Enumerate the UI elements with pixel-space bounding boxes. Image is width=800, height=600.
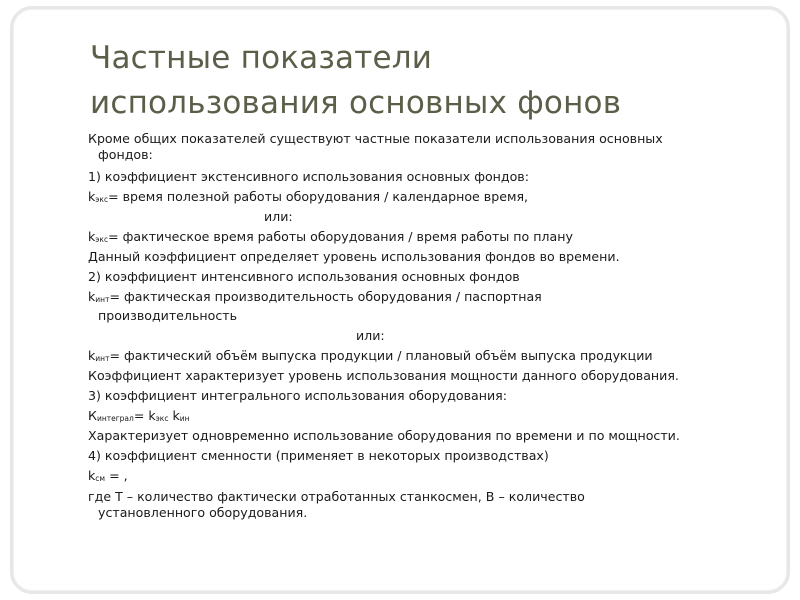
subscript-int: инт (95, 295, 110, 304)
item-4-heading: 4) коэффициент сменности (применяет в некоторых производствах) (88, 448, 549, 463)
k-symbol: k (88, 189, 96, 204)
k-symbol: k (88, 289, 96, 304)
subscript-in: ин (179, 414, 190, 423)
k-symbol: k (88, 229, 96, 244)
formula-3-k2: k (168, 408, 180, 423)
formula-1a-text: = время полезной работы оборудования / календарное время, (108, 189, 529, 204)
K-symbol: К (88, 408, 97, 423)
formula-3-eq: = k (133, 408, 156, 423)
subscript-int: инт (95, 354, 110, 363)
or-line-2 (88, 326, 768, 346)
item-3-note: Характеризует одновременно использование оборудования по времени и по мощности. (88, 428, 680, 443)
formula-1b (88, 227, 768, 247)
item-3-heading: 3) коэффициент интегрального использования оборудования: (88, 388, 507, 403)
intro-paragraph (88, 131, 768, 167)
k-symbol: k (88, 348, 96, 363)
subscript-eks: экс (155, 414, 169, 423)
or-line-1 (88, 207, 768, 227)
item-2-note: Коэффициент характеризует уровень использования мощности данного оборудования. (88, 368, 679, 383)
subscript-integral: интеграл (96, 414, 134, 423)
formula-4-text: = , (105, 468, 128, 483)
formula-2b-text: = фактический объём выпуска продукции / плановый объём выпуска продукции (109, 348, 653, 363)
formula-2a-text-1: = фактическая производительность оборудования / паспортная (109, 289, 542, 304)
subscript-eks: экс (95, 195, 109, 204)
formula-2a (88, 287, 768, 326)
item-1-note: Данный коэффициент определяет уровень использования фондов во времени. (88, 249, 620, 264)
slide-title (90, 36, 730, 126)
formula-2b (88, 346, 768, 366)
intro-line-1: Кроме общих показателей существуют частные показатели использования основных (88, 131, 663, 146)
formula-1a (88, 187, 768, 207)
slide-title-line-1: Частные показатели (90, 40, 433, 76)
slide-body (88, 131, 768, 525)
subscript-eks: экс (95, 235, 109, 244)
formula-4 (88, 466, 768, 486)
slide-title-line-2: использования основных фонов (90, 85, 622, 121)
or-text-1: или: (264, 209, 293, 224)
or-text-2: или: (356, 328, 385, 343)
formula-3 (88, 406, 768, 426)
formula-2a-text-2: производительность (98, 308, 238, 323)
item-1-heading: 1) коэффициент экстенсивного использования основных фондов: (88, 169, 529, 184)
item-2-heading: 2) коэффициент интенсивного использования основных фондов (88, 269, 520, 284)
intro-line-2: фондов: (98, 147, 153, 162)
item-4-note-line-2: установленного оборудования. (98, 505, 308, 520)
k-symbol: k (88, 468, 96, 483)
item-4-note (88, 486, 768, 525)
subscript-sm: см (95, 474, 106, 483)
formula-1b-text: = фактическое время работы оборудования / время работы по плану (108, 229, 573, 244)
item-4-note-line-1: где Т – количество фактически отработанных станкосмен, В – количество (88, 489, 585, 504)
